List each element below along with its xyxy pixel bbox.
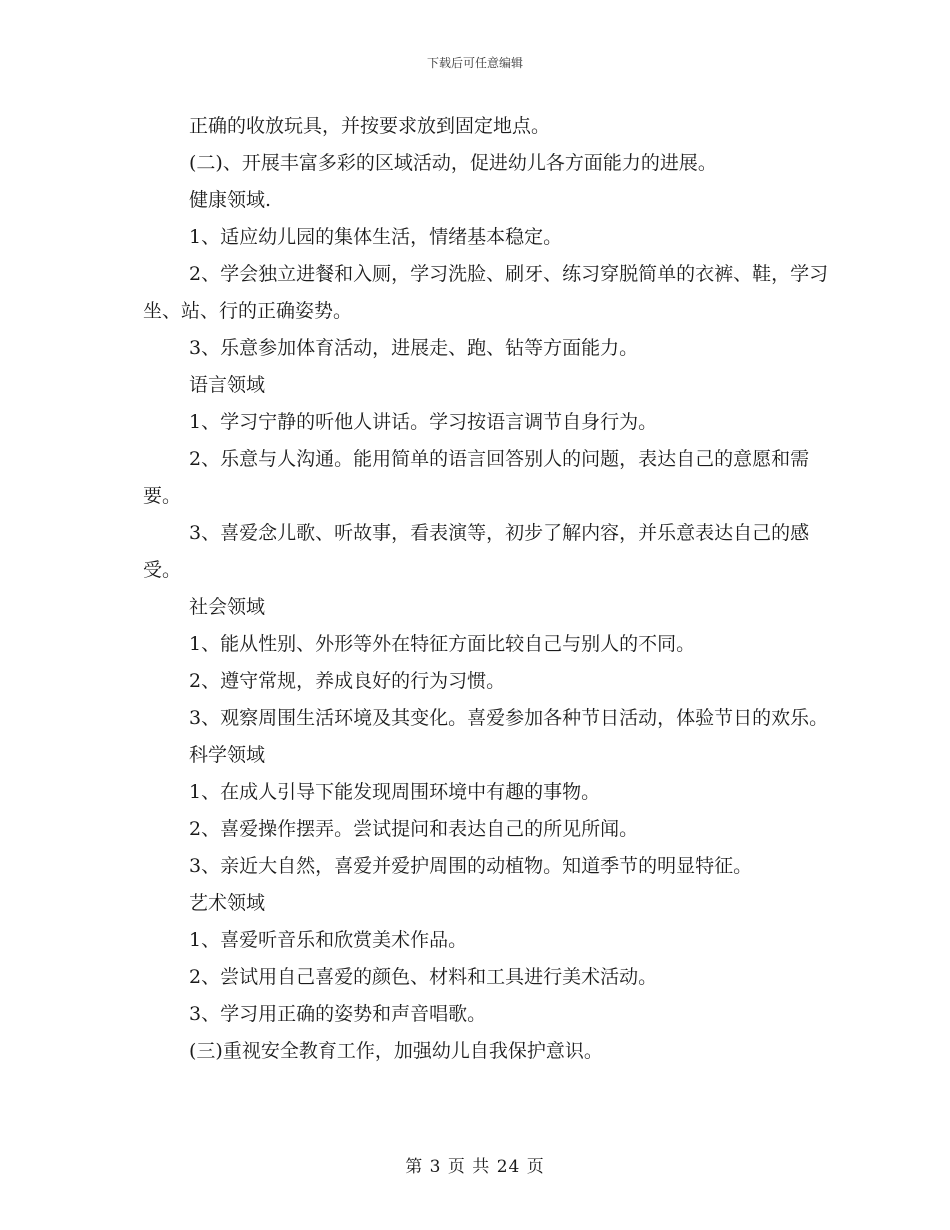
- document-body: [143, 108, 833, 1070]
- list-item: 1、能从性别、外形等外在特征方面比较自己与别人的不同。: [189, 633, 696, 655]
- page-header: 下载后可任意编辑: [426, 56, 523, 70]
- list-item: 3、乐意参加体育活动，进展走、跑、钻等方面能力。: [189, 337, 639, 359]
- list-item: 1、学习宁静的听他人讲话。学习按语言调节自身行为。: [189, 411, 658, 433]
- domain-heading-art: 艺术领域: [189, 892, 266, 914]
- list-item: 3、学习用正确的姿势和声音唱歌。: [189, 1003, 487, 1025]
- domain-heading-language: 语言领域: [189, 374, 266, 396]
- paragraph-continuation: 正确的收放玩具，并按要求放到固定地点。: [189, 115, 551, 137]
- list-item: 2、尝试用自己喜爱的颜色、材料和工具进行美术活动。: [189, 966, 658, 988]
- list-item: 2、遵守常规，养成良好的行为习惯。: [189, 670, 506, 692]
- list-item: 3、观察周围生活环境及其变化。喜爱参加各种节日活动，体验节日的欢乐。: [189, 707, 829, 729]
- list-item: 1、喜爱听音乐和欣赏美术作品。: [189, 929, 468, 951]
- list-item: 3、亲近大自然，喜爱并爱护周围的动植物。知道季节的明显特征。: [189, 855, 753, 877]
- list-item: 1、在成人引导下能发现周围环境中有趣的事物。: [189, 781, 601, 803]
- list-item: 1、适应幼儿园的集体生活，情绪基本稳定。: [189, 226, 563, 248]
- page-number-footer: 第 3 页 共 24 页: [405, 1157, 545, 1177]
- domain-heading-social: 社会领域: [189, 596, 266, 618]
- list-item: 2、学会独立进餐和入厕，学习洗脸、刷牙、练习穿脱简单的衣裤、鞋，学习坐、站、行的正确姿势。: [143, 263, 829, 322]
- domain-heading-health: 健康领域.: [189, 189, 272, 211]
- domain-heading-science: 科学领域: [189, 744, 266, 766]
- list-item: 3、喜爱念儿歌、听故事，看表演等，初步了解内容，并乐意表达自己的感受。: [143, 522, 810, 581]
- list-item: 2、乐意与人沟通。能用简单的语言回答别人的问题，表达自己的意愿和需要。: [143, 448, 810, 507]
- list-item: 2、喜爱操作摆弄。尝试提问和表达自己的所见所闻。: [189, 818, 639, 840]
- section-heading-3: (三)重视安全教育工作，加强幼儿自我保护意识。: [189, 1040, 603, 1062]
- section-heading-2: (二)、开展丰富多彩的区域活动，促进幼儿各方面能力的进展。: [189, 152, 717, 174]
